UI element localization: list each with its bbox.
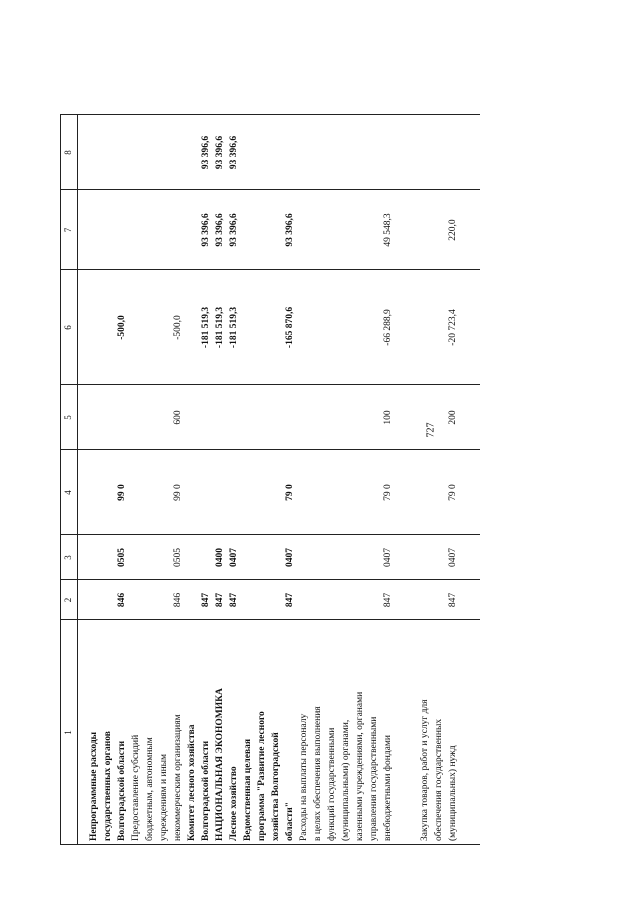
row-name	[185, 725, 213, 842]
row-name	[87, 731, 129, 841]
cell-c4: 99 0	[173, 484, 183, 501]
cell-c6: -165 870,6	[285, 306, 295, 349]
row-name-line: управления государственными	[369, 716, 379, 841]
cell-c3: 0505	[117, 548, 127, 567]
cell-c2: 847	[448, 592, 458, 608]
cell-c2: 847	[383, 592, 393, 608]
row-name	[418, 699, 460, 841]
cell-c6: -20 723,4	[448, 309, 458, 346]
cell-c4: 79 0	[383, 484, 393, 501]
row-name-line: внебюджетными фондами	[383, 735, 393, 841]
cell-c6: -66 288,9	[383, 309, 393, 346]
cell-c3: 0407	[448, 548, 458, 567]
cell-c8: 93 396,6	[229, 135, 239, 170]
row-name-line: области"	[285, 802, 295, 841]
row-name-line: Расходы на выплаты персоналу	[299, 713, 309, 841]
row-name-line: обеспечения государственных	[434, 718, 444, 841]
cell-c2: 847	[229, 592, 239, 608]
column-header-5: 5	[63, 415, 73, 420]
row-name-line: бюджетным, автономным	[145, 737, 155, 841]
row-name-line: в целях обеспечения выполнения	[313, 706, 323, 841]
cell-c5: 200	[448, 410, 458, 425]
header-bottom-rule	[77, 115, 78, 845]
row-name-line: Закупка товаров, работ и услуг для	[420, 699, 430, 841]
column-divider	[60, 844, 480, 845]
row-name	[227, 766, 241, 841]
column-header-1: 1	[63, 730, 73, 735]
row-name-line: Лесное хозяйство	[229, 766, 239, 841]
cell-c6: -181 519,3	[215, 306, 225, 349]
cell-c7: 93 396,6	[285, 213, 295, 247]
cell-c3: 0407	[285, 548, 295, 567]
row-name-line: Ведомственная целевая	[243, 739, 253, 841]
row-name	[213, 688, 227, 841]
row-name-line: хозяйства Волгоградской	[271, 732, 281, 841]
row-name-line: казенными учреждениями, органами	[355, 691, 365, 841]
cell-c3: 0407	[229, 548, 239, 567]
cell-c7: 93 396,6	[215, 213, 225, 247]
budget-table	[60, 115, 480, 845]
cell-c4: 99 0	[117, 484, 127, 501]
column-header-7: 7	[63, 227, 73, 233]
cell-c7: 93 396,6	[229, 213, 239, 247]
cell-c8: 93 396,6	[215, 135, 225, 170]
cell-c8: 93 396,6	[201, 135, 211, 170]
page-number: 727	[425, 422, 437, 438]
row-name-line: государственных органов	[103, 731, 113, 841]
column-header-8: 8	[63, 150, 73, 155]
row-name-line: Комитет лесного хозяйства	[187, 724, 197, 841]
cell-c3: 0505	[173, 548, 183, 567]
cell-c6: -500,0	[173, 315, 183, 340]
cell-c4: 79 0	[448, 484, 458, 501]
row-name-line: функций государственными	[327, 727, 337, 841]
cell-c6: -500,0	[117, 315, 127, 340]
column-header-6: 6	[63, 325, 73, 330]
row-name-line: Непрограммные расходы	[89, 731, 99, 841]
row-name-line: (муниципальными) органами,	[341, 719, 351, 841]
row-name-line: НАЦИОНАЛЬНАЯ ЭКОНОМИКА	[215, 688, 225, 841]
row-name	[129, 714, 185, 841]
cell-c2: 846	[173, 592, 183, 608]
row-name-line: (муниципальных) нужд	[448, 745, 458, 841]
column-header-3: 3	[63, 555, 73, 560]
cell-c3: 0400	[215, 548, 225, 567]
cell-c7: 49 548,3	[383, 213, 393, 247]
row-name-line: Волгоградской области	[117, 740, 127, 841]
row-name-line: некоммерческим организациям	[173, 714, 183, 841]
row-name-line: учреждениям и иным	[159, 753, 169, 841]
cell-c5: 100	[383, 410, 393, 425]
row-name	[297, 692, 395, 841]
column-divider	[60, 189, 480, 190]
column-header-4: 4	[63, 490, 73, 495]
cell-c2: 847	[215, 592, 225, 608]
column-divider	[60, 114, 480, 115]
cell-c6: -181 519,3	[201, 306, 211, 349]
row-name	[241, 711, 297, 841]
row-name-line: программа "Развитие лесного	[257, 711, 267, 841]
table-top-rule	[60, 115, 61, 845]
cell-c5: 600	[173, 410, 183, 425]
cell-c2: 846	[117, 592, 127, 608]
row-name-line: Предоставление субсидий	[131, 734, 141, 841]
cell-c6: -181 519,3	[229, 306, 239, 349]
column-header-2: 2	[63, 597, 73, 603]
cell-c7: 93 396,6	[201, 213, 211, 247]
row-name-line: Волгоградской области	[201, 740, 211, 841]
cell-c7: 220,0	[448, 219, 458, 241]
cell-c2: 847	[285, 592, 295, 608]
cell-c3: 0407	[383, 548, 393, 567]
cell-c2: 847	[201, 592, 211, 608]
cell-c4: 79 0	[285, 484, 295, 501]
